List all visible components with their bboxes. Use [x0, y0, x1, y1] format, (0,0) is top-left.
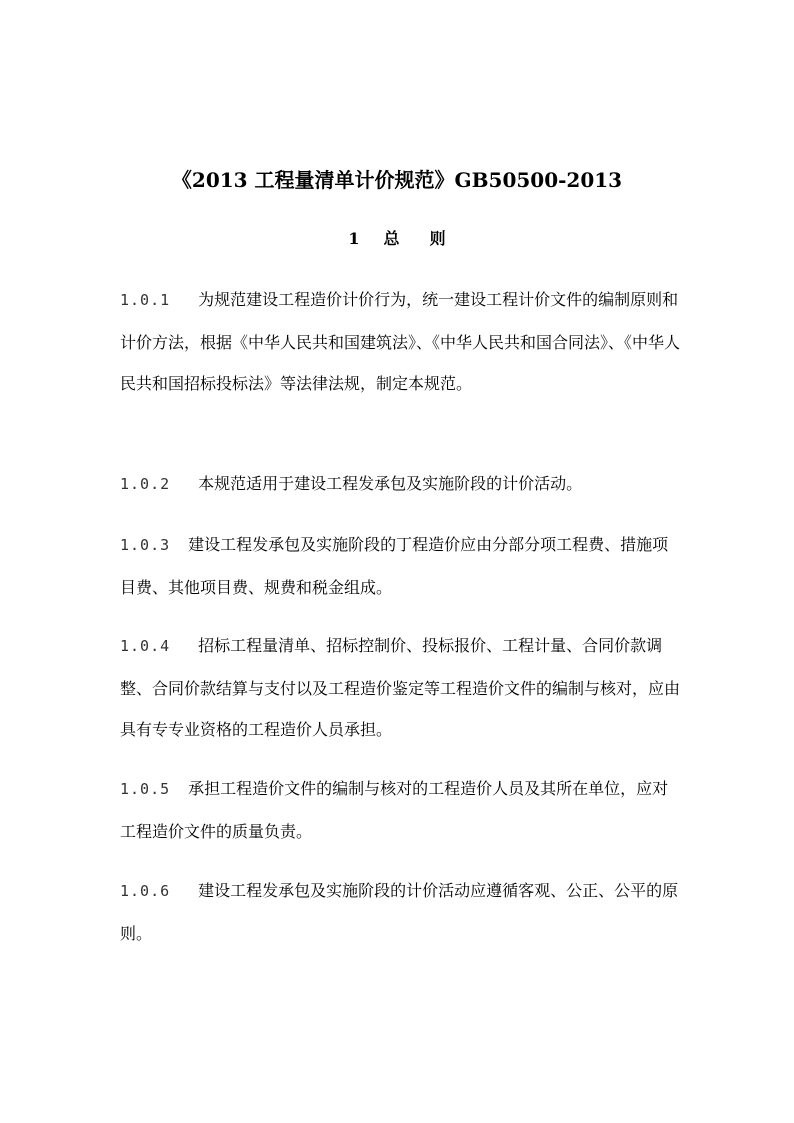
- chapter-title-char-2: 则: [429, 229, 446, 248]
- clause-text: 建设工程发承包及实施阶段的计价活动应遵循客观、公正、公平的原则。: [120, 881, 679, 943]
- clause-1-0-4: [120, 625, 680, 751]
- clause-1-0-3: [120, 524, 680, 608]
- clause-1-0-1: [120, 279, 680, 405]
- clause-1-0-6: [120, 870, 680, 954]
- clause-number: 1.0.6: [120, 882, 171, 900]
- chapter-number: 1: [348, 229, 360, 248]
- clause-number: 1.0.5: [120, 780, 171, 798]
- clause-1-0-2: [120, 463, 680, 506]
- chapter-heading: [0, 224, 794, 254]
- document-title: 《2013 工程量清单计价规范》GB50500-2013: [171, 168, 623, 192]
- clause-number: 1.0.4: [120, 637, 171, 655]
- clause-number: 1.0.1: [120, 291, 171, 309]
- clause-text: 承担工程造价文件的编制与核对的工程造价人员及其所在单位，应对工程造价文件的质量负责。: [120, 779, 669, 841]
- clause-number: 1.0.2: [120, 475, 171, 493]
- clause-number: 1.0.3: [120, 536, 171, 554]
- clause-text: 招标工程量清单、招标控制价、投标报价、工程计量、合同价款调整、合同价款结算与支付以及工程造价鉴定等工程造价文件的编制与核对，应由具有专专业资格的工程造价人员承担。: [120, 636, 681, 739]
- chapter-title-char-1: 总: [383, 229, 400, 248]
- clause-text: 为规范建设工程造价计价行为，统一建设工程计价文件的编制原则和计价方法，根据《中华人民共和国建筑法》、《中华人民共和国合同法》、《中华人民共和国招标投标法》等法律法规，制定本规范。: [120, 290, 681, 393]
- clause-text: 建设工程发承包及实施阶段的丁程造价应由分部分项工程费、措施项目费、其他项目费、规费和税金组成。: [120, 535, 669, 597]
- clause-text: 本规范适用于建设工程发承包及实施阶段的计价活动。: [198, 474, 583, 493]
- clause-1-0-5: [120, 768, 680, 852]
